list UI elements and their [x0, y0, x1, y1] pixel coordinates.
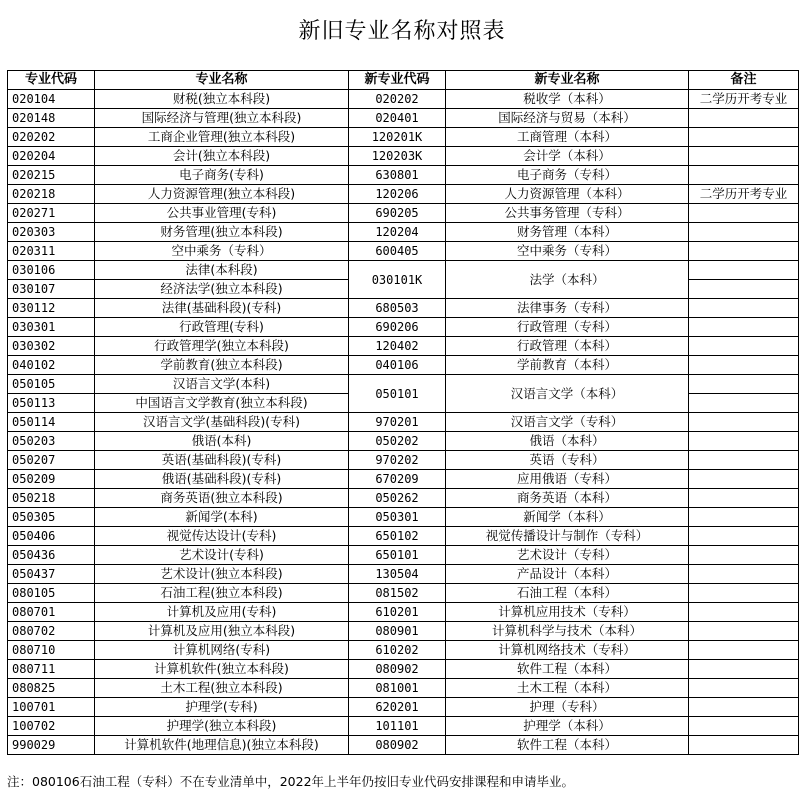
major-code-cell: 020218: [8, 185, 95, 204]
major-name-cell: 俄语(本科): [95, 432, 349, 451]
major-name-cell: 商务英语(独立本科段): [95, 489, 349, 508]
major-code-cell: 020215: [8, 166, 95, 185]
table-row: [8, 90, 799, 109]
note-cell: [689, 223, 799, 242]
major-name-cell: 俄语(基础科段)(专科): [95, 470, 349, 489]
header-new-name: 新专业名称: [446, 71, 689, 90]
note-cell: [689, 584, 799, 603]
new-major-name-cell: 行政管理（专科）: [446, 318, 689, 337]
table-row: [8, 147, 799, 166]
new-major-name-cell: 学前教育（本科）: [446, 356, 689, 375]
major-name-cell: 中国语言文学教育(独立本科段): [95, 394, 349, 413]
major-name-cell: 财务管理(独立本科段): [95, 223, 349, 242]
major-name-cell: 行政管理学(独立本科段): [95, 337, 349, 356]
mapping-table: [7, 70, 799, 755]
major-code-cell: 030112: [8, 299, 95, 318]
major-code-cell: 020148: [8, 109, 95, 128]
major-name-cell: 学前教育(独立本科段): [95, 356, 349, 375]
note-cell: [689, 470, 799, 489]
new-major-name-cell: 商务英语（本科）: [446, 489, 689, 508]
table-row: [8, 660, 799, 679]
new-major-code-cell: 020202: [349, 90, 446, 109]
new-major-code-cell: 050262: [349, 489, 446, 508]
major-code-cell: 100701: [8, 698, 95, 717]
major-code-cell: 020202: [8, 128, 95, 147]
note-cell: [689, 375, 799, 394]
table-row: [8, 261, 799, 280]
major-code-cell: 050436: [8, 546, 95, 565]
major-name-cell: 土木工程(独立本科段): [95, 679, 349, 698]
major-name-cell: 公共事业管理(专科): [95, 204, 349, 223]
note-cell: [689, 717, 799, 736]
major-code-cell: 030302: [8, 337, 95, 356]
table-header-row: [8, 71, 799, 90]
new-major-name-cell: 软件工程（本科）: [446, 736, 689, 755]
new-major-code-cell: 080901: [349, 622, 446, 641]
table-row: [8, 508, 799, 527]
major-code-cell: 100702: [8, 717, 95, 736]
new-major-name-cell: 护理学（本科）: [446, 717, 689, 736]
major-name-cell: 行政管理(专科): [95, 318, 349, 337]
table-row: [8, 584, 799, 603]
new-major-name-cell: 税收学（本科）: [446, 90, 689, 109]
major-name-cell: 护理学(专科): [95, 698, 349, 717]
note-cell: [689, 413, 799, 432]
major-name-cell: 国际经济与管理(独立本科段): [95, 109, 349, 128]
note-cell: [689, 394, 799, 413]
table-row: [8, 318, 799, 337]
major-name-cell: 计算机及应用(专科): [95, 603, 349, 622]
major-code-cell: 050209: [8, 470, 95, 489]
major-name-cell: 艺术设计(独立本科段): [95, 565, 349, 584]
note-cell: [689, 432, 799, 451]
major-name-cell: 汉语言文学(基础科段)(专科): [95, 413, 349, 432]
table-row: [8, 375, 799, 394]
new-major-code-cell: 020401: [349, 109, 446, 128]
note-cell: [689, 508, 799, 527]
major-code-cell: 020303: [8, 223, 95, 242]
new-major-name-cell: 国际经济与贸易（本科）: [446, 109, 689, 128]
new-major-code-cell: 050202: [349, 432, 446, 451]
new-major-code-cell: 050101: [349, 375, 446, 413]
note-cell: [689, 451, 799, 470]
major-code-cell: 080711: [8, 660, 95, 679]
note-cell: [689, 603, 799, 622]
new-major-code-cell: 120206: [349, 185, 446, 204]
major-code-cell: 050113: [8, 394, 95, 413]
major-name-cell: 石油工程(独立本科段): [95, 584, 349, 603]
new-major-code-cell: 050301: [349, 508, 446, 527]
new-major-name-cell: 行政管理（本科）: [446, 337, 689, 356]
major-name-cell: 英语(基础科段)(专科): [95, 451, 349, 470]
new-major-code-cell: 120204: [349, 223, 446, 242]
table-row: [8, 109, 799, 128]
new-major-name-cell: 护理（专科）: [446, 698, 689, 717]
new-major-name-cell: 英语（专科）: [446, 451, 689, 470]
major-name-cell: 计算机软件(地理信息)(独立本科段): [95, 736, 349, 755]
new-major-code-cell: 081502: [349, 584, 446, 603]
major-name-cell: 财税(独立本科段): [95, 90, 349, 109]
new-major-name-cell: 应用俄语（专科）: [446, 470, 689, 489]
major-name-cell: 视觉传达设计(专科): [95, 527, 349, 546]
major-code-cell: 080702: [8, 622, 95, 641]
new-major-code-cell: 610202: [349, 641, 446, 660]
table-row: [8, 603, 799, 622]
new-major-name-cell: 电子商务（专科）: [446, 166, 689, 185]
major-code-cell: 050218: [8, 489, 95, 508]
note-cell: [689, 489, 799, 508]
new-major-code-cell: 650101: [349, 546, 446, 565]
new-major-name-cell: 人力资源管理（本科）: [446, 185, 689, 204]
note-cell: [689, 242, 799, 261]
table-row: [8, 470, 799, 489]
major-name-cell: 计算机软件(独立本科段): [95, 660, 349, 679]
new-major-name-cell: 计算机应用技术（专科）: [446, 603, 689, 622]
new-major-code-cell: 610201: [349, 603, 446, 622]
table-row: [8, 527, 799, 546]
note-cell: [689, 166, 799, 185]
major-code-cell: 030106: [8, 261, 95, 280]
new-major-name-cell: 工商管理（本科）: [446, 128, 689, 147]
major-code-cell: 030301: [8, 318, 95, 337]
new-major-name-cell: 空中乘务（专科）: [446, 242, 689, 261]
major-name-cell: 计算机网络(专科): [95, 641, 349, 660]
note-cell: [689, 337, 799, 356]
table-row: [8, 565, 799, 584]
table-row: [8, 451, 799, 470]
table-row: [8, 622, 799, 641]
major-code-cell: 050437: [8, 565, 95, 584]
new-major-name-cell: 法律事务（专科）: [446, 299, 689, 318]
note-cell: [689, 622, 799, 641]
table-row: [8, 337, 799, 356]
note-cell: [689, 356, 799, 375]
new-major-name-cell: 法学（本科）: [446, 261, 689, 299]
major-name-cell: 会计(独立本科段): [95, 147, 349, 166]
table-row: [8, 432, 799, 451]
major-name-cell: 艺术设计(专科): [95, 546, 349, 565]
major-code-cell: 990029: [8, 736, 95, 755]
new-major-name-cell: 汉语言文学（专科）: [446, 413, 689, 432]
new-major-code-cell: 680503: [349, 299, 446, 318]
major-code-cell: 020271: [8, 204, 95, 223]
page-title: 新旧专业名称对照表: [298, 19, 506, 44]
note-cell: [689, 280, 799, 299]
footnote: 注：080106石油工程（专科）不在专业清单中，2022年上半年仍按旧专业代码安排课程和申请毕业。: [7, 774, 575, 789]
table-row: [8, 299, 799, 318]
new-major-code-cell: 620201: [349, 698, 446, 717]
table-row: [8, 698, 799, 717]
major-code-cell: 050207: [8, 451, 95, 470]
note-cell: [689, 660, 799, 679]
new-major-name-cell: 产品设计（本科）: [446, 565, 689, 584]
major-name-cell: 空中乘务（专科）: [95, 242, 349, 261]
new-major-name-cell: 石油工程（本科）: [446, 584, 689, 603]
table-row: [8, 166, 799, 185]
header-code: 专业代码: [8, 71, 95, 90]
note-cell: [689, 736, 799, 755]
table-row: [8, 489, 799, 508]
new-major-code-cell: 081001: [349, 679, 446, 698]
new-major-name-cell: 软件工程（本科）: [446, 660, 689, 679]
new-major-code-cell: 080902: [349, 736, 446, 755]
note-cell: [689, 565, 799, 584]
note-cell: 二学历开考专业: [689, 90, 799, 109]
new-major-name-cell: 计算机科学与技术（本科）: [446, 622, 689, 641]
major-name-cell: 汉语言文学(本科): [95, 375, 349, 394]
major-code-cell: 020104: [8, 90, 95, 109]
table-row: [8, 679, 799, 698]
major-code-cell: 020311: [8, 242, 95, 261]
new-major-code-cell: 970202: [349, 451, 446, 470]
table-row: [8, 356, 799, 375]
major-name-cell: 人力资源管理(独立本科段): [95, 185, 349, 204]
note-cell: [689, 204, 799, 223]
new-major-name-cell: 汉语言文学（本科）: [446, 375, 689, 413]
table-row: [8, 413, 799, 432]
new-major-code-cell: 690205: [349, 204, 446, 223]
new-major-name-cell: 公共事务管理（专科）: [446, 204, 689, 223]
new-major-name-cell: 财务管理（本科）: [446, 223, 689, 242]
table-row: [8, 717, 799, 736]
new-major-code-cell: 120203K: [349, 147, 446, 166]
new-major-code-cell: 600405: [349, 242, 446, 261]
new-major-code-cell: 101101: [349, 717, 446, 736]
major-code-cell: 080105: [8, 584, 95, 603]
new-major-code-cell: 120201K: [349, 128, 446, 147]
major-name-cell: 法律(基础科段)(专科): [95, 299, 349, 318]
new-major-code-cell: 120402: [349, 337, 446, 356]
table-row: [8, 128, 799, 147]
major-name-cell: 护理学(独立本科段): [95, 717, 349, 736]
major-code-cell: 050305: [8, 508, 95, 527]
header-new-code: 新专业代码: [349, 71, 446, 90]
new-major-name-cell: 会计学（本科）: [446, 147, 689, 166]
major-name-cell: 法律(本科段): [95, 261, 349, 280]
major-code-cell: 020204: [8, 147, 95, 166]
new-major-code-cell: 040106: [349, 356, 446, 375]
new-major-code-cell: 130504: [349, 565, 446, 584]
table-row: [8, 204, 799, 223]
note-cell: [689, 109, 799, 128]
new-major-code-cell: 080902: [349, 660, 446, 679]
table-row: [8, 546, 799, 565]
major-code-cell: 080701: [8, 603, 95, 622]
new-major-name-cell: 俄语（本科）: [446, 432, 689, 451]
new-major-code-cell: 690206: [349, 318, 446, 337]
header-name: 专业名称: [95, 71, 349, 90]
major-code-cell: 030107: [8, 280, 95, 299]
table-row: [8, 185, 799, 204]
note-cell: [689, 261, 799, 280]
major-name-cell: 新闻学(本科): [95, 508, 349, 527]
note-cell: [689, 147, 799, 166]
new-major-code-cell: 970201: [349, 413, 446, 432]
table-row: [8, 223, 799, 242]
table-body: [8, 90, 799, 755]
new-major-name-cell: 土木工程（本科）: [446, 679, 689, 698]
new-major-name-cell: 新闻学（本科）: [446, 508, 689, 527]
note-cell: [689, 318, 799, 337]
note-cell: [689, 546, 799, 565]
major-code-cell: 050105: [8, 375, 95, 394]
table-row: [8, 736, 799, 755]
major-code-cell: 050114: [8, 413, 95, 432]
note-cell: [689, 641, 799, 660]
major-code-cell: 050406: [8, 527, 95, 546]
major-name-cell: 计算机及应用(独立本科段): [95, 622, 349, 641]
new-major-name-cell: 视觉传播设计与制作（专科）: [446, 527, 689, 546]
major-code-cell: 050203: [8, 432, 95, 451]
new-major-code-cell: 670209: [349, 470, 446, 489]
major-code-cell: 040102: [8, 356, 95, 375]
major-code-cell: 080710: [8, 641, 95, 660]
note-cell: [689, 299, 799, 318]
new-major-name-cell: 艺术设计（专科）: [446, 546, 689, 565]
note-cell: [689, 128, 799, 147]
major-name-cell: 经济法学(独立本科段): [95, 280, 349, 299]
major-code-cell: 080825: [8, 679, 95, 698]
note-cell: [689, 698, 799, 717]
note-cell: [689, 527, 799, 546]
table-row: [8, 242, 799, 261]
new-major-code-cell: 030101K: [349, 261, 446, 299]
table-row: [8, 641, 799, 660]
new-major-code-cell: 650102: [349, 527, 446, 546]
header-note: 备注: [689, 71, 799, 90]
major-name-cell: 电子商务(专科): [95, 166, 349, 185]
note-cell: [689, 679, 799, 698]
note-cell: 二学历开考专业: [689, 185, 799, 204]
major-name-cell: 工商企业管理(独立本科段): [95, 128, 349, 147]
new-major-code-cell: 630801: [349, 166, 446, 185]
new-major-name-cell: 计算机网络技术（专科）: [446, 641, 689, 660]
